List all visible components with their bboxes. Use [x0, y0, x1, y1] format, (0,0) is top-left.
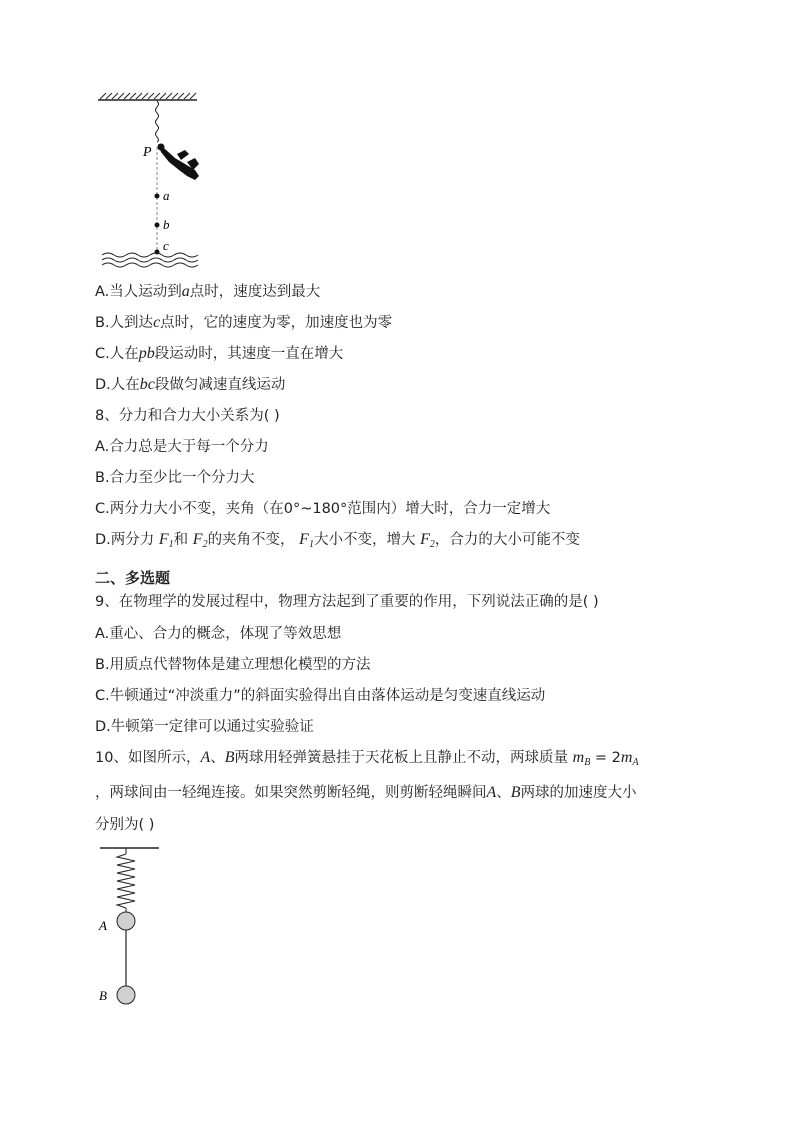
label-b: b [163, 217, 170, 232]
q10-stem-line1: 10、如图所示，A、B两球用轻弹簧悬挂于天花板上且静止不动，两球质量 $m_B = 2m_A$ [95, 749, 639, 768]
q7-option-a: A.当人运动到a点时，速度达到最大 [95, 283, 321, 300]
label-c: c [163, 238, 169, 253]
q9-option-c: C.牛顿通过“冲淡重力”的斜面实验得出自由落体运动是匀变速直线运动 [95, 688, 546, 704]
label-ball-b: B [99, 988, 107, 1003]
section-heading: 二、多选题 [95, 569, 171, 587]
bungee-figure [95, 92, 215, 272]
q9-option-a: A.重心、合力的概念，体现了等效思想 [95, 626, 342, 642]
q7-option-d: D.人在bc段做匀减速直线运动 [95, 376, 286, 393]
q7-option-b: B.人到达c点时，它的速度为零，加速度也为零 [95, 314, 393, 331]
q8-option-c: C.两分力大小不变，夹角（在0°~180°范围内）增大时，合力一定增大 [95, 501, 551, 517]
label-a: a [163, 188, 170, 203]
q8-option-a: A.合力总是大于每一个分力 [95, 439, 269, 455]
q9-option-b: B.用质点代替物体是建立理想化模型的方法 [95, 657, 371, 673]
q8-option-d: D.两分力 $F_1$和 $F_2$的夹角不变， $F_1$大小不变，增大 $F_2$，合力的大小可能不变 [95, 531, 580, 550]
q9-option-d: D.牛顿第一定律可以通过实验验证 [95, 719, 314, 735]
q10-stem-line3: 分别为( ) [95, 817, 155, 833]
label-p: P [143, 145, 152, 160]
q9-stem: 9、在物理学的发展过程中，物理方法起到了重要的作用，下列说法正确的是( ) [95, 594, 599, 610]
q7-option-c: C.人在pb段运动时，其速度一直在增大 [95, 345, 344, 362]
label-ball-a: A [99, 918, 107, 933]
q8-option-b: B.合力至少比一个分力大 [95, 470, 255, 486]
q8-stem: 8、分力和合力大小关系为( ) [95, 408, 280, 424]
q10-stem-line2: ，两球间由一轻绳连接。如果突然剪断轻绳，则剪断轻绳瞬间A、B两球的加速度大小 [95, 784, 637, 801]
spring-balls-figure [95, 842, 175, 1012]
